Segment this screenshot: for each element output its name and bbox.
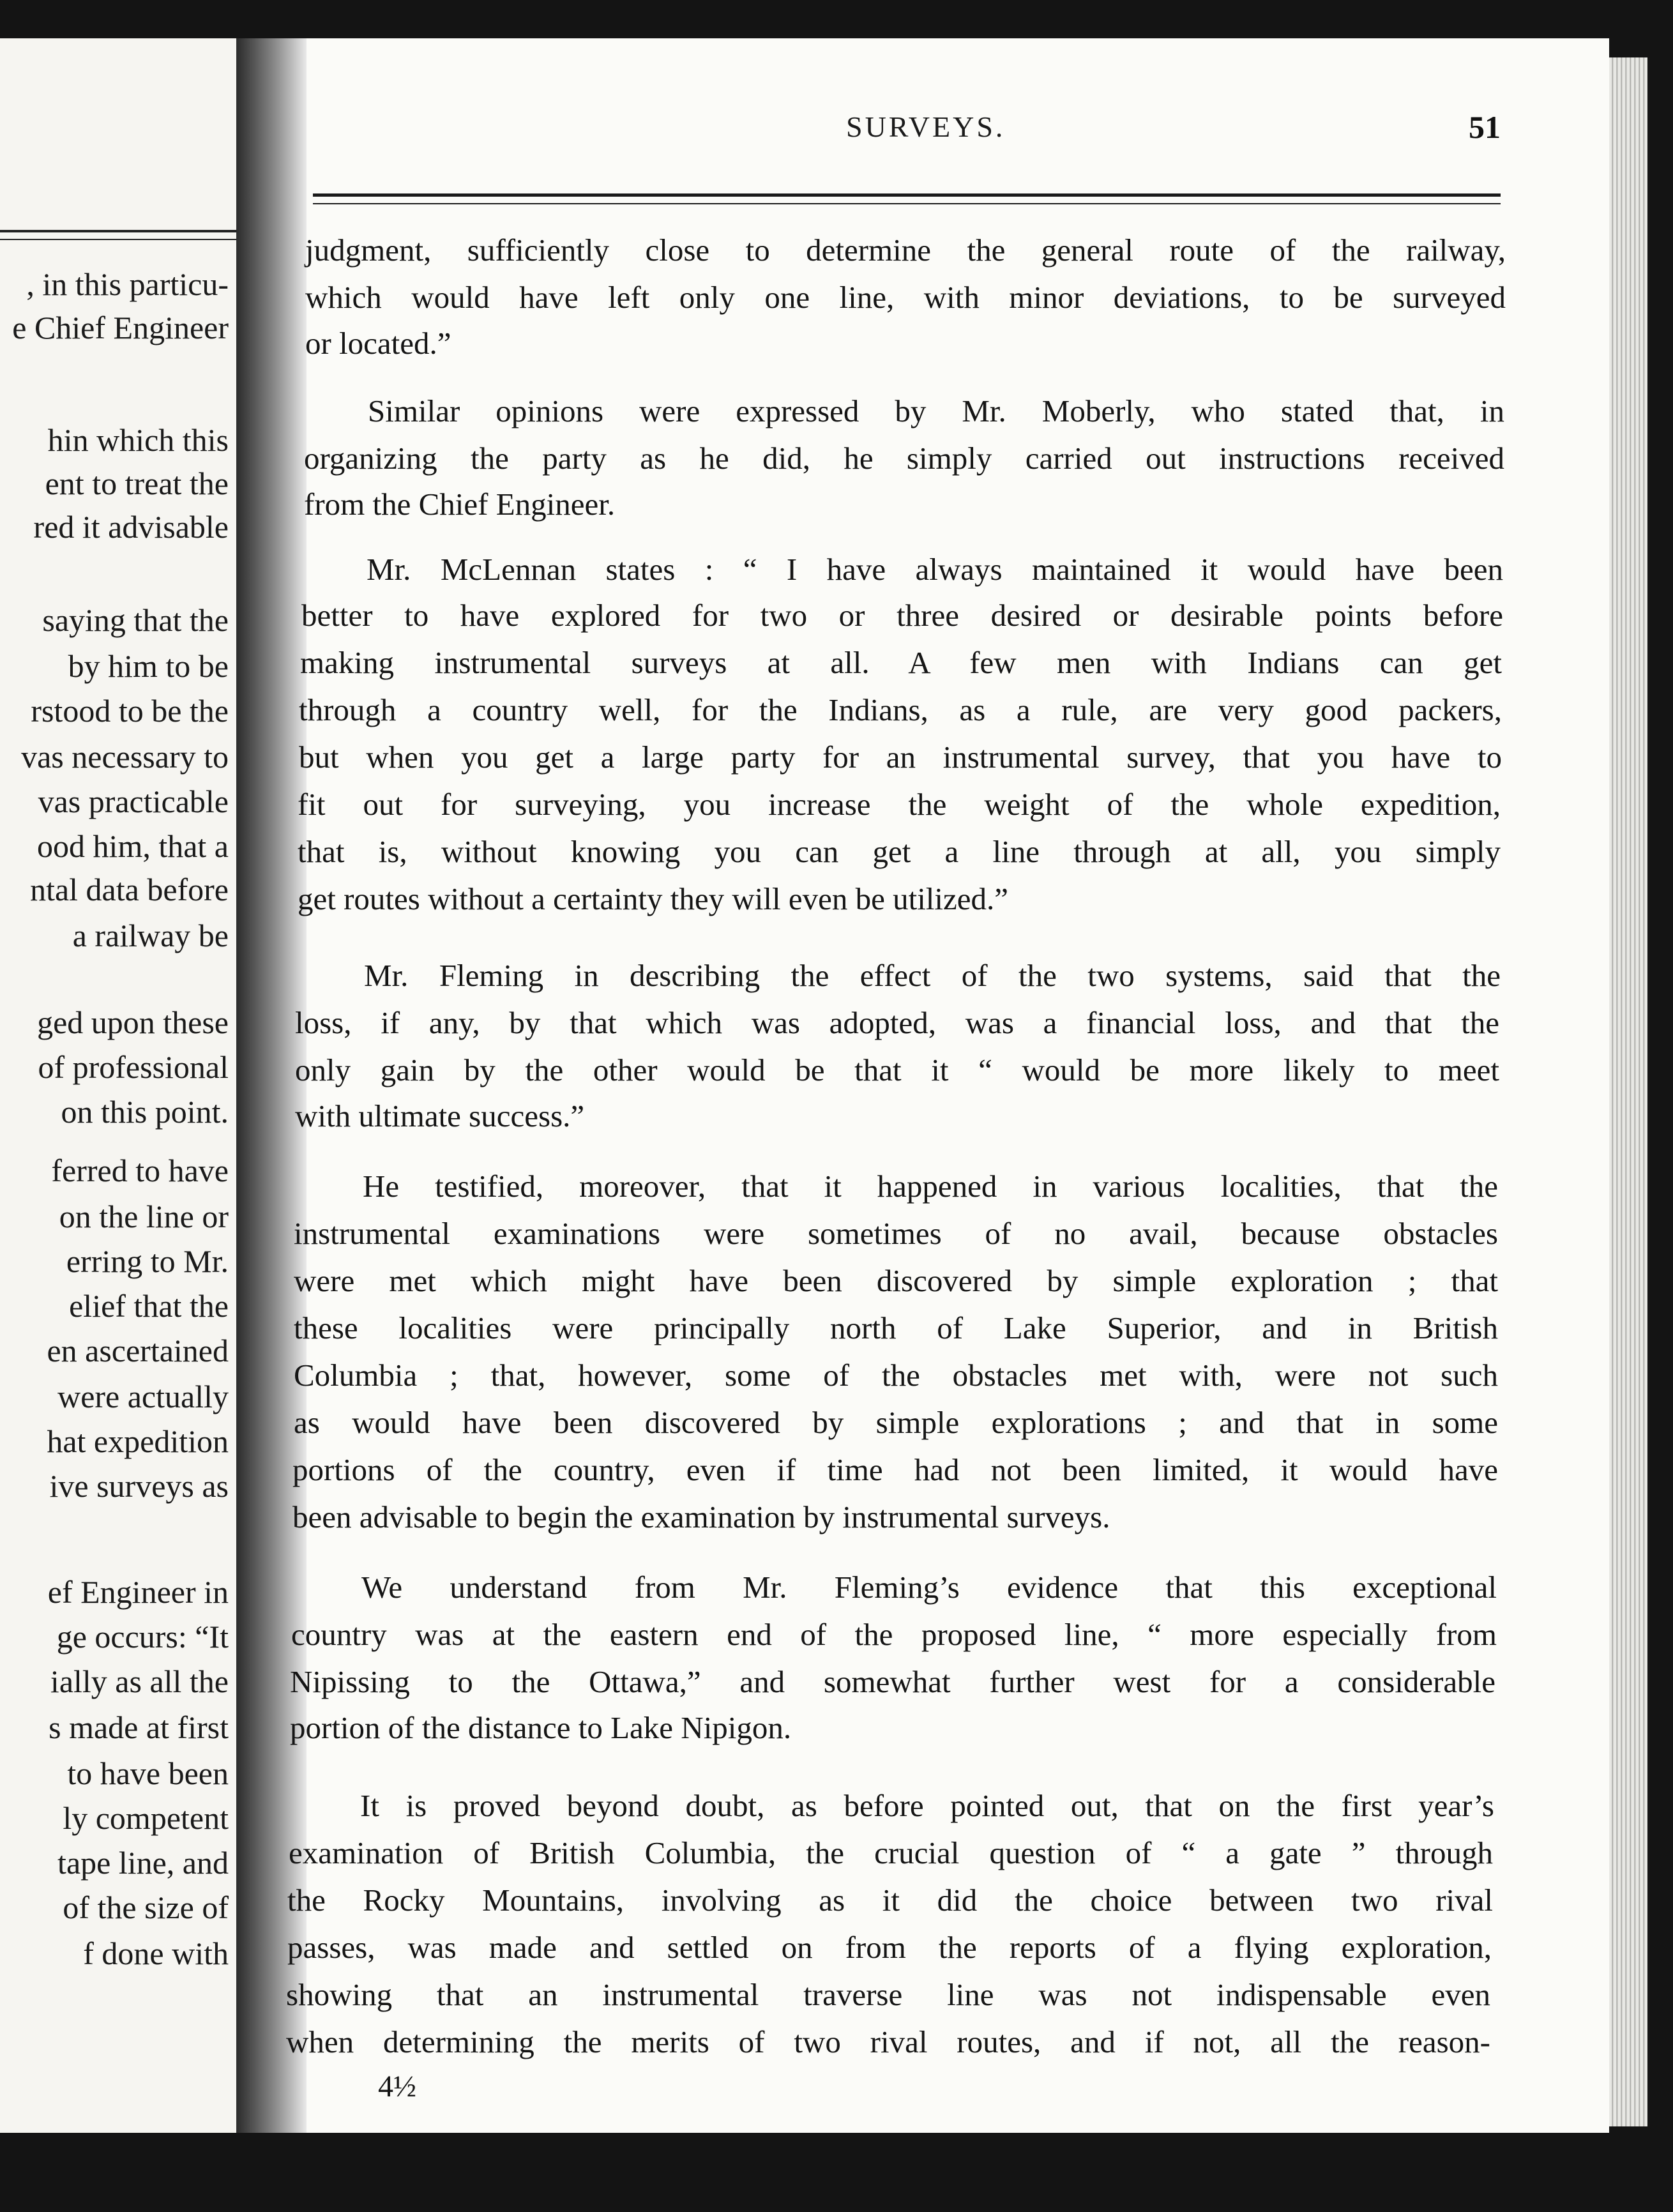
previous-page-line: were actually (57, 1379, 229, 1414)
body-line: or located.” (305, 326, 451, 361)
body-line: We understand from Mr. Fleming’s evidence that this exceptional (361, 1570, 1497, 1605)
body-line: country was at the eastern end of the proposed line, “ more especially from (291, 1617, 1497, 1652)
previous-page-line: ged upon these (37, 1004, 229, 1040)
previous-page-line: ood him, that a (37, 828, 229, 864)
header-rule-thin (313, 203, 1501, 204)
header-rule-thick (313, 193, 1501, 197)
previous-page-line: , in this particu- (26, 266, 229, 302)
body-line: which would have left only one line, with minor deviations, to be surveyed (305, 280, 1506, 315)
previous-page-line: ially as all the (50, 1663, 229, 1699)
previous-page-line: of the size of (63, 1890, 229, 1925)
body-line: portion of the distance to Lake Nipigon. (290, 1710, 792, 1745)
previous-page-line: ferred to have (51, 1153, 229, 1188)
body-line: Columbia ; that, however, some of the obstacles met with, were not such (294, 1358, 1498, 1393)
previous-page-line: ive surveys as (49, 1468, 229, 1504)
previous-page-line: ef Engineer in (47, 1574, 229, 1610)
body-line: Similar opinions were expressed by Mr. Moberly, who stated that, in (368, 393, 1504, 428)
body-line: as would have been discovered by simple explorations ; and that in some (294, 1405, 1498, 1440)
body-line: passes, was made and settled on from the reports of a flying exploration, (287, 1930, 1492, 1965)
body-line: portions of the country, even if time had not been limited, it would have (292, 1452, 1498, 1487)
previous-page-line: ge occurs: “It (56, 1619, 229, 1655)
signature-mark: 4½ (378, 2070, 416, 2103)
body-line: examination of British Columbia, the crucial question of “ a gate ” through (289, 1835, 1493, 1870)
previous-page-line: on the line or (59, 1199, 229, 1234)
previous-page-rule-thin (0, 239, 236, 240)
previous-page-rule (0, 230, 236, 232)
previous-page-line: ntal data before (30, 872, 229, 907)
body-line: that is, without knowing you can get a line through at all, you simply (298, 834, 1501, 869)
body-line: showing that an instrumental traverse line was not indispensable even (286, 1977, 1490, 2012)
previous-page-line: f done with (83, 1936, 229, 1971)
body-line: were met which might have been discovered by simple exploration ; that (294, 1263, 1498, 1298)
previous-page-line: to have been (67, 1755, 229, 1791)
previous-page-line: red it advisable (33, 509, 229, 545)
previous-page-line: e Chief Engineer (12, 310, 229, 345)
body-line: making instrumental surveys at all. A few men with Indians can get (300, 645, 1502, 680)
body-line: loss, if any, by that which was adopted, was a financial loss, and that the (295, 1005, 1499, 1040)
body-line: with ultimate success.” (295, 1098, 585, 1133)
body-line: judgment, sufficiently close to determine the general route of the railway, (305, 232, 1506, 268)
previous-page-line: en ascertained (47, 1333, 229, 1368)
previous-page-line: tape line, and (57, 1845, 229, 1881)
previous-page-line: elief that the (69, 1288, 229, 1324)
body-line: but when you get a large party for an instrumental survey, that you have to (299, 739, 1502, 775)
body-line: these localities were principally north of Lake Superior, and in British (294, 1310, 1498, 1345)
previous-page-line: a railway be (72, 918, 229, 953)
previous-page-line: ly competent (63, 1800, 229, 1836)
previous-page-line: ent to treat the (45, 466, 229, 501)
body-line: when determining the merits of two rival routes, and if not, all the reason- (286, 2024, 1490, 2059)
running-head: SURVEYS. (846, 110, 1006, 143)
page-edges (1609, 57, 1647, 2126)
body-line: fit out for surveying, you increase the weight of the whole expedition, (298, 787, 1501, 822)
previous-page-line: saying that the (42, 602, 229, 638)
body-line: been advisable to begin the examination by instrumental surveys. (292, 1499, 1110, 1534)
body-line: Mr. Fleming in describing the effect of the two systems, said that the (364, 958, 1501, 993)
body-line: the Rocky Mountains, involving as it did the choice between two rival (287, 1882, 1493, 1918)
body-line: from the Chief Engineer. (304, 487, 616, 522)
body-line: Mr. McLennan states : “ I have always maintained it would have been (367, 552, 1503, 587)
body-line: instrumental examinations were sometimes of no avail, because obstacles (294, 1216, 1498, 1251)
body-line: better to have explored for two or three desired or desirable points before (301, 598, 1503, 633)
body-line: organizing the party as he did, he simply carried out instructions received (304, 441, 1504, 476)
body-line: It is proved beyond doubt, as before pointed out, that on the first year’s (360, 1788, 1494, 1823)
previous-page-line: vas necessary to (21, 739, 229, 775)
body-line: through a country well, for the Indians, as a rule, are very good packers, (299, 692, 1502, 727)
body-line: He testified, moreover, that it happened in various localities, that the (363, 1169, 1498, 1204)
previous-page-line: of professional (38, 1049, 229, 1085)
previous-page-line: hat expedition (47, 1423, 229, 1459)
body-line: get routes without a certainty they will even be utilized.” (298, 881, 1009, 916)
page-number: 51 (1469, 109, 1501, 145)
previous-page-line: by him to be (68, 648, 229, 684)
previous-page-line: on this point. (61, 1094, 229, 1130)
previous-page-line: hin which this (47, 422, 229, 458)
previous-page-fragment (0, 38, 240, 2133)
body-line: Nipissing to the Ottawa,” and somewhat further west for a considerable (290, 1664, 1495, 1699)
previous-page-line: vas practicable (38, 784, 229, 819)
body-line: only gain by the other would be that it “ would be more likely to meet (295, 1052, 1499, 1087)
previous-page-line: s made at first (49, 1709, 229, 1745)
previous-page-line: rstood to be the (31, 693, 229, 729)
previous-page-line: erring to Mr. (66, 1243, 229, 1279)
